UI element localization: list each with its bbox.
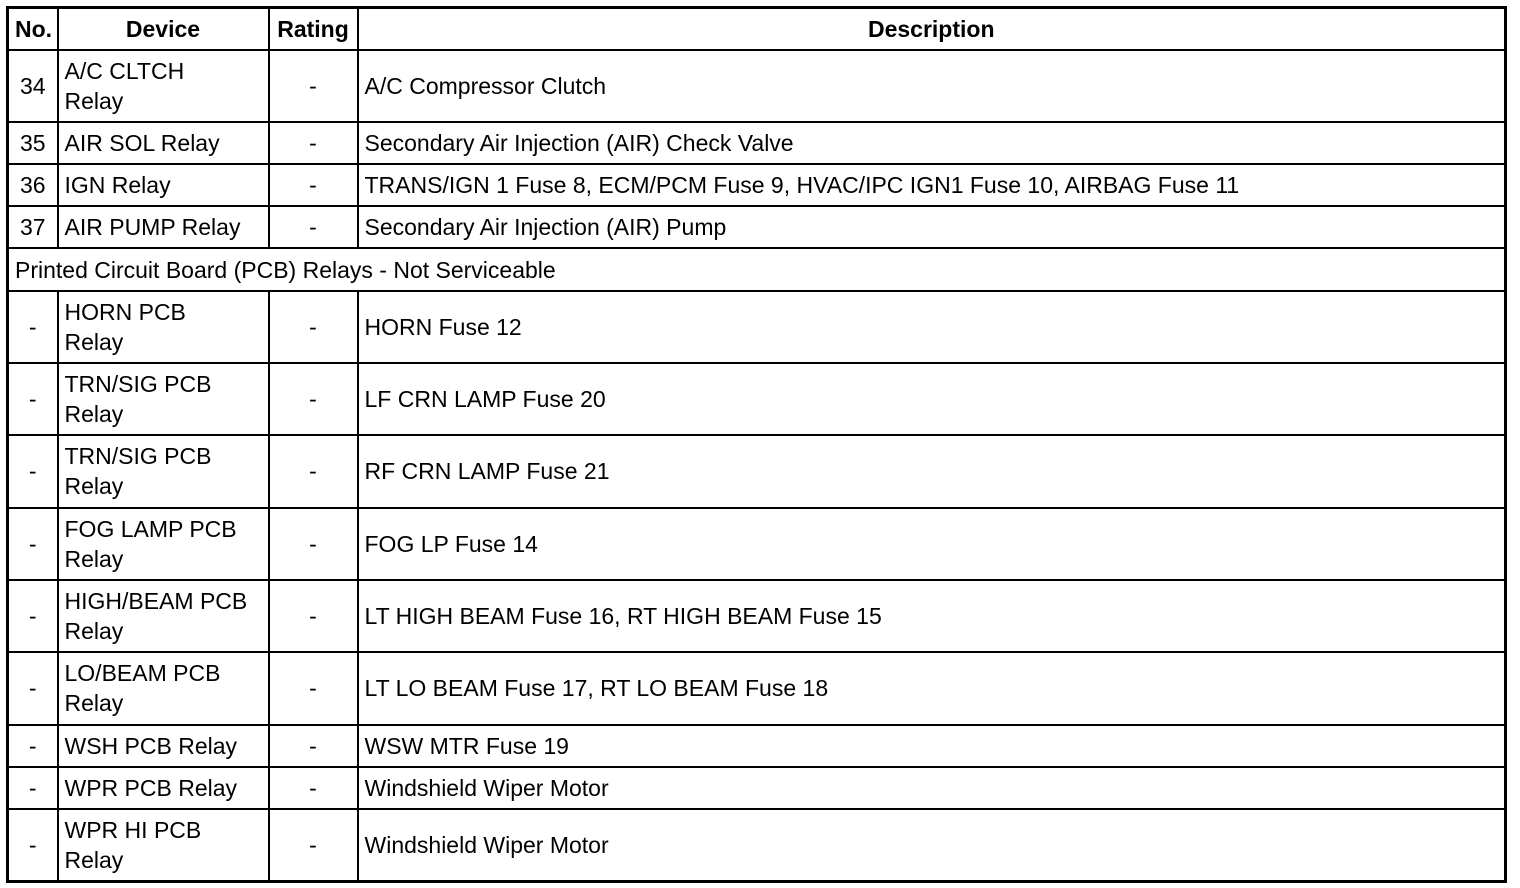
- row-no: 36: [8, 164, 58, 206]
- row-device: [58, 363, 269, 435]
- row-device: AIR SOL Relay: [58, 122, 269, 164]
- row-rating: -: [269, 652, 358, 724]
- device-line: Relay: [64, 401, 124, 428]
- row-rating: -: [269, 122, 358, 164]
- row-device: IGN Relay: [58, 164, 269, 206]
- row-device: [58, 508, 269, 580]
- row-device: [58, 291, 269, 363]
- row-rating: -: [269, 291, 358, 363]
- row-no: 35: [8, 122, 58, 164]
- device-line: TRN/SIG PCB: [64, 371, 212, 398]
- row-no: -: [8, 508, 58, 580]
- row-rating: -: [269, 206, 358, 248]
- table-row: [8, 435, 1506, 507]
- row-rating: -: [269, 767, 358, 809]
- row-description: A/C Compressor Clutch: [358, 50, 1506, 122]
- row-rating: -: [269, 164, 358, 206]
- table-row: [8, 122, 1506, 164]
- row-device: WPR PCB Relay: [58, 767, 269, 809]
- row-no: -: [8, 767, 58, 809]
- header-rating: Rating: [269, 8, 358, 50]
- table-row: [8, 580, 1506, 652]
- device-line: TRN/SIG PCB: [64, 443, 212, 470]
- row-description: LT LO BEAM Fuse 17, RT LO BEAM Fuse 18: [358, 652, 1506, 724]
- device-line: A/C CLTCH: [64, 57, 185, 84]
- row-device: [58, 652, 269, 724]
- row-rating: -: [269, 435, 358, 507]
- row-description: TRANS/IGN 1 Fuse 8, ECM/PCM Fuse 9, HVAC/IPC IGN1 Fuse 10, AIRBAG Fuse 11: [358, 164, 1506, 206]
- device-line: Relay: [64, 847, 124, 874]
- row-device: WSH PCB Relay: [58, 725, 269, 767]
- table-row: [8, 652, 1506, 724]
- device-line: HORN PCB: [64, 298, 186, 325]
- device-line: HIGH/BEAM PCB: [64, 588, 248, 615]
- row-description: LT HIGH BEAM Fuse 16, RT HIGH BEAM Fuse 15: [358, 580, 1506, 652]
- row-rating: -: [269, 363, 358, 435]
- device-line: Relay: [64, 618, 124, 645]
- table-row: [8, 291, 1506, 363]
- row-no: -: [8, 809, 58, 881]
- row-description: RF CRN LAMP Fuse 21: [358, 435, 1506, 507]
- device-line: Relay: [64, 545, 124, 572]
- device-line: Relay: [64, 328, 124, 355]
- relay-table: [6, 6, 1507, 883]
- header-device: Device: [58, 8, 269, 50]
- table-row: [8, 164, 1506, 206]
- row-description: LF CRN LAMP Fuse 20: [358, 363, 1506, 435]
- header-description: Description: [358, 8, 1506, 50]
- row-description: Windshield Wiper Motor: [358, 809, 1506, 881]
- table-row: [8, 809, 1506, 881]
- row-rating: -: [269, 508, 358, 580]
- row-description: HORN Fuse 12: [358, 291, 1506, 363]
- row-device: AIR PUMP Relay: [58, 206, 269, 248]
- row-device: [58, 809, 269, 881]
- table-row: [8, 206, 1506, 248]
- row-no: -: [8, 435, 58, 507]
- row-device: [58, 435, 269, 507]
- device-line: Relay: [64, 473, 124, 500]
- header-row: [8, 8, 1506, 50]
- section-row: [8, 248, 1506, 290]
- device-line: Relay: [64, 690, 124, 717]
- table-row: [8, 508, 1506, 580]
- row-description: Secondary Air Injection (AIR) Pump: [358, 206, 1506, 248]
- device-line: LO/BEAM PCB: [64, 660, 221, 687]
- row-device: [58, 580, 269, 652]
- section-heading: Printed Circuit Board (PCB) Relays - Not Serviceable: [8, 248, 1506, 290]
- row-rating: -: [269, 725, 358, 767]
- row-device: [58, 50, 269, 122]
- row-description: WSW MTR Fuse 19: [358, 725, 1506, 767]
- table-row: [8, 725, 1506, 767]
- device-line: FOG LAMP PCB: [64, 515, 237, 542]
- row-rating: -: [269, 580, 358, 652]
- row-no: 34: [8, 50, 58, 122]
- table-row: [8, 50, 1506, 122]
- table-row: [8, 363, 1506, 435]
- row-no: -: [8, 652, 58, 724]
- row-no: -: [8, 580, 58, 652]
- row-description: Secondary Air Injection (AIR) Check Valve: [358, 122, 1506, 164]
- row-no: -: [8, 291, 58, 363]
- row-no: -: [8, 725, 58, 767]
- row-description: Windshield Wiper Motor: [358, 767, 1506, 809]
- row-rating: -: [269, 809, 358, 881]
- row-rating: -: [269, 50, 358, 122]
- device-line: WPR HI PCB: [64, 817, 202, 844]
- row-description: FOG LP Fuse 14: [358, 508, 1506, 580]
- header-no: No.: [8, 8, 58, 50]
- table-row: [8, 767, 1506, 809]
- device-line: Relay: [64, 87, 124, 114]
- row-no: -: [8, 363, 58, 435]
- row-no: 37: [8, 206, 58, 248]
